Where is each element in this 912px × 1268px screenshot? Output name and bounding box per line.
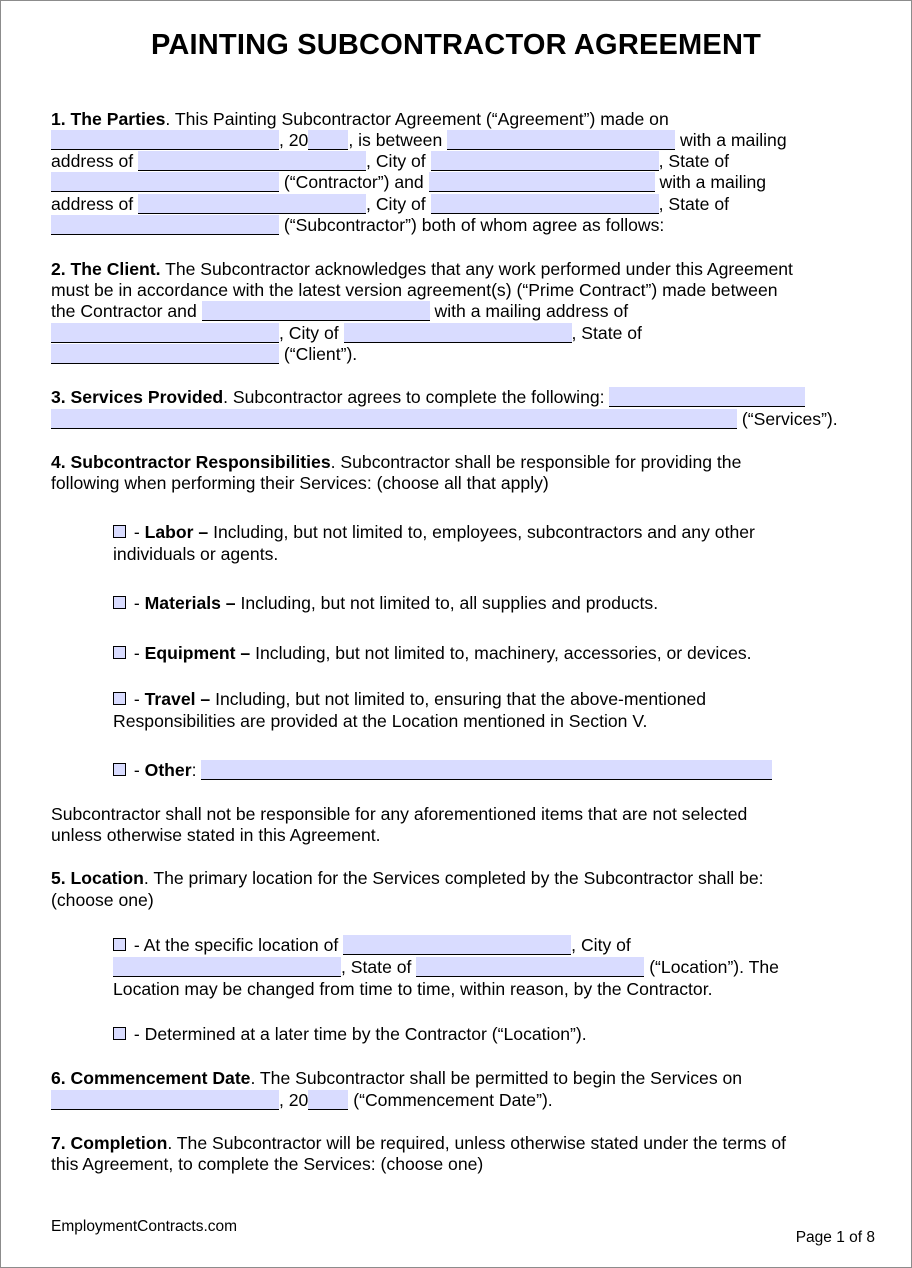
equipment-checkbox[interactable] [113,646,126,659]
materials-option: - Materials – Including, but not limited to, all supplies and products. [113,593,658,614]
other-checkbox[interactable] [113,763,126,776]
contractor-city-field[interactable] [431,151,659,171]
services-field-2[interactable] [51,409,737,429]
s4-line1: 4. Subcontractor Responsibilities. Subcontractor shall be responsible for providing the [51,452,742,472]
footer-site: EmploymentContracts.com [51,1218,238,1235]
client-city-field[interactable] [344,323,572,343]
s4-note-line2: unless otherwise stated in this Agreement. [51,825,381,845]
s4-note-line1: Subcontractor shall not be responsible for any aforementioned items that are not selected [51,804,748,824]
s6-line2: , 20 (“Commencement Date”). [51,1090,553,1111]
services-field-1[interactable] [609,387,805,407]
s2-line3: the Contractor and with a mailing address of [51,301,629,321]
specific-location-option: - At the specific location of , City of [113,935,631,956]
later-location-option: - Determined at a later time by the Contractor (“Location”). [113,1024,587,1045]
s4-heading: 4. Subcontractor Responsibilities [51,452,331,472]
equipment-option: - Equipment – Including, but not limited to, machinery, accessories, or devices. [113,643,752,664]
s2-line1: 2. The Client. The Subcontractor acknowledges that any work performed under this Agreement [51,259,793,279]
travel-option: - Travel – Including, but not limited to, ensuring that the above-mentioned [113,689,706,710]
s6-heading: 6. Commencement Date [51,1068,251,1088]
subcontractor-city-field[interactable] [431,194,659,214]
s2-line4: , City of , State of [51,323,642,344]
s2-line2: must be in accordance with the latest version agreement(s) (“Prime Contract”) made between [51,280,778,300]
labor-option: - Labor – Including, but not limited to, employees, subcontractors and any other [113,522,755,543]
commencement-date-field[interactable] [51,1090,279,1110]
specific-location-line3: Location may be changed from time to time, within reason, by the Contractor. [113,979,713,999]
commencement-year-field[interactable] [308,1090,348,1110]
subcontractor-name-field[interactable] [429,172,655,192]
location-state-field[interactable] [416,957,644,977]
page-title: PAINTING SUBCONTRACTOR AGREEMENT [150,29,762,61]
labor-option-line2: individuals or agents. [113,544,279,564]
s4-line2: following when performing their Services: (choose all that apply) [51,473,549,493]
agreement-year-field[interactable] [308,130,348,150]
client-state-field[interactable] [51,344,279,364]
labor-checkbox[interactable] [113,525,126,538]
s3-heading: 3. Services Provided [51,387,224,407]
travel-checkbox[interactable] [113,692,126,705]
client-name-field[interactable] [202,301,430,321]
s1-line5: address of , City of , State of [51,194,729,214]
s1-line3: address of , City of , State of [51,151,729,171]
s1-line2: , 20 , is between with a mailing [51,130,787,151]
s7-heading: 7. Completion [51,1133,168,1153]
location-address-field[interactable] [343,935,571,955]
s6-line1: 6. Commencement Date. The Subcontractor shall be permitted to begin the Services on [51,1068,743,1088]
specific-location-line2: , State of (“Location”). The [113,957,779,978]
client-address-field[interactable] [51,323,279,343]
s5-line2: (choose one) [51,890,154,910]
s1-line1: 1. The Parties. This Painting Subcontractor Agreement (“Agreement”) made on [51,109,669,129]
agreement-date-field[interactable] [51,130,279,150]
s5-line1: 5. Location. The primary location for the Services completed by the Subcontractor shall be: [51,868,764,888]
other-field[interactable] [201,760,772,780]
s3-line2: (“Services”). [51,409,838,430]
subcontractor-address-field[interactable] [138,194,366,214]
other-option: - Other: [113,760,772,781]
s1-line4: (“Contractor”) and with a mailing [51,172,766,193]
s2-heading: 2. The Client. [51,259,161,279]
s1-heading: 1. The Parties [51,109,166,129]
s7-line2: this Agreement, to complete the Services: (choose one) [51,1154,484,1174]
s3-line1: 3. Services Provided. Subcontractor agrees to complete the following: [51,387,805,408]
contractor-address-field[interactable] [138,151,366,171]
materials-checkbox[interactable] [113,596,126,609]
s7-line1: 7. Completion. The Subcontractor will be required, unless otherwise stated under the terms of [51,1133,787,1153]
travel-option-line2: Responsibilities are provided at the Location mentioned in Section V. [113,711,648,731]
contractor-name-field[interactable] [447,130,675,150]
contractor-state-field[interactable] [51,172,279,192]
subcontractor-state-field[interactable] [51,215,279,235]
specific-location-checkbox[interactable] [113,938,126,951]
s2-line5: (“Client”). [51,344,357,365]
later-location-checkbox[interactable] [113,1027,126,1040]
location-city-field[interactable] [113,957,341,977]
footer-page-number: Page 1 of 8 [795,1229,875,1246]
s5-heading: 5. Location [51,868,144,888]
s1-line6: (“Subcontractor”) both of whom agree as follows: [51,215,664,236]
